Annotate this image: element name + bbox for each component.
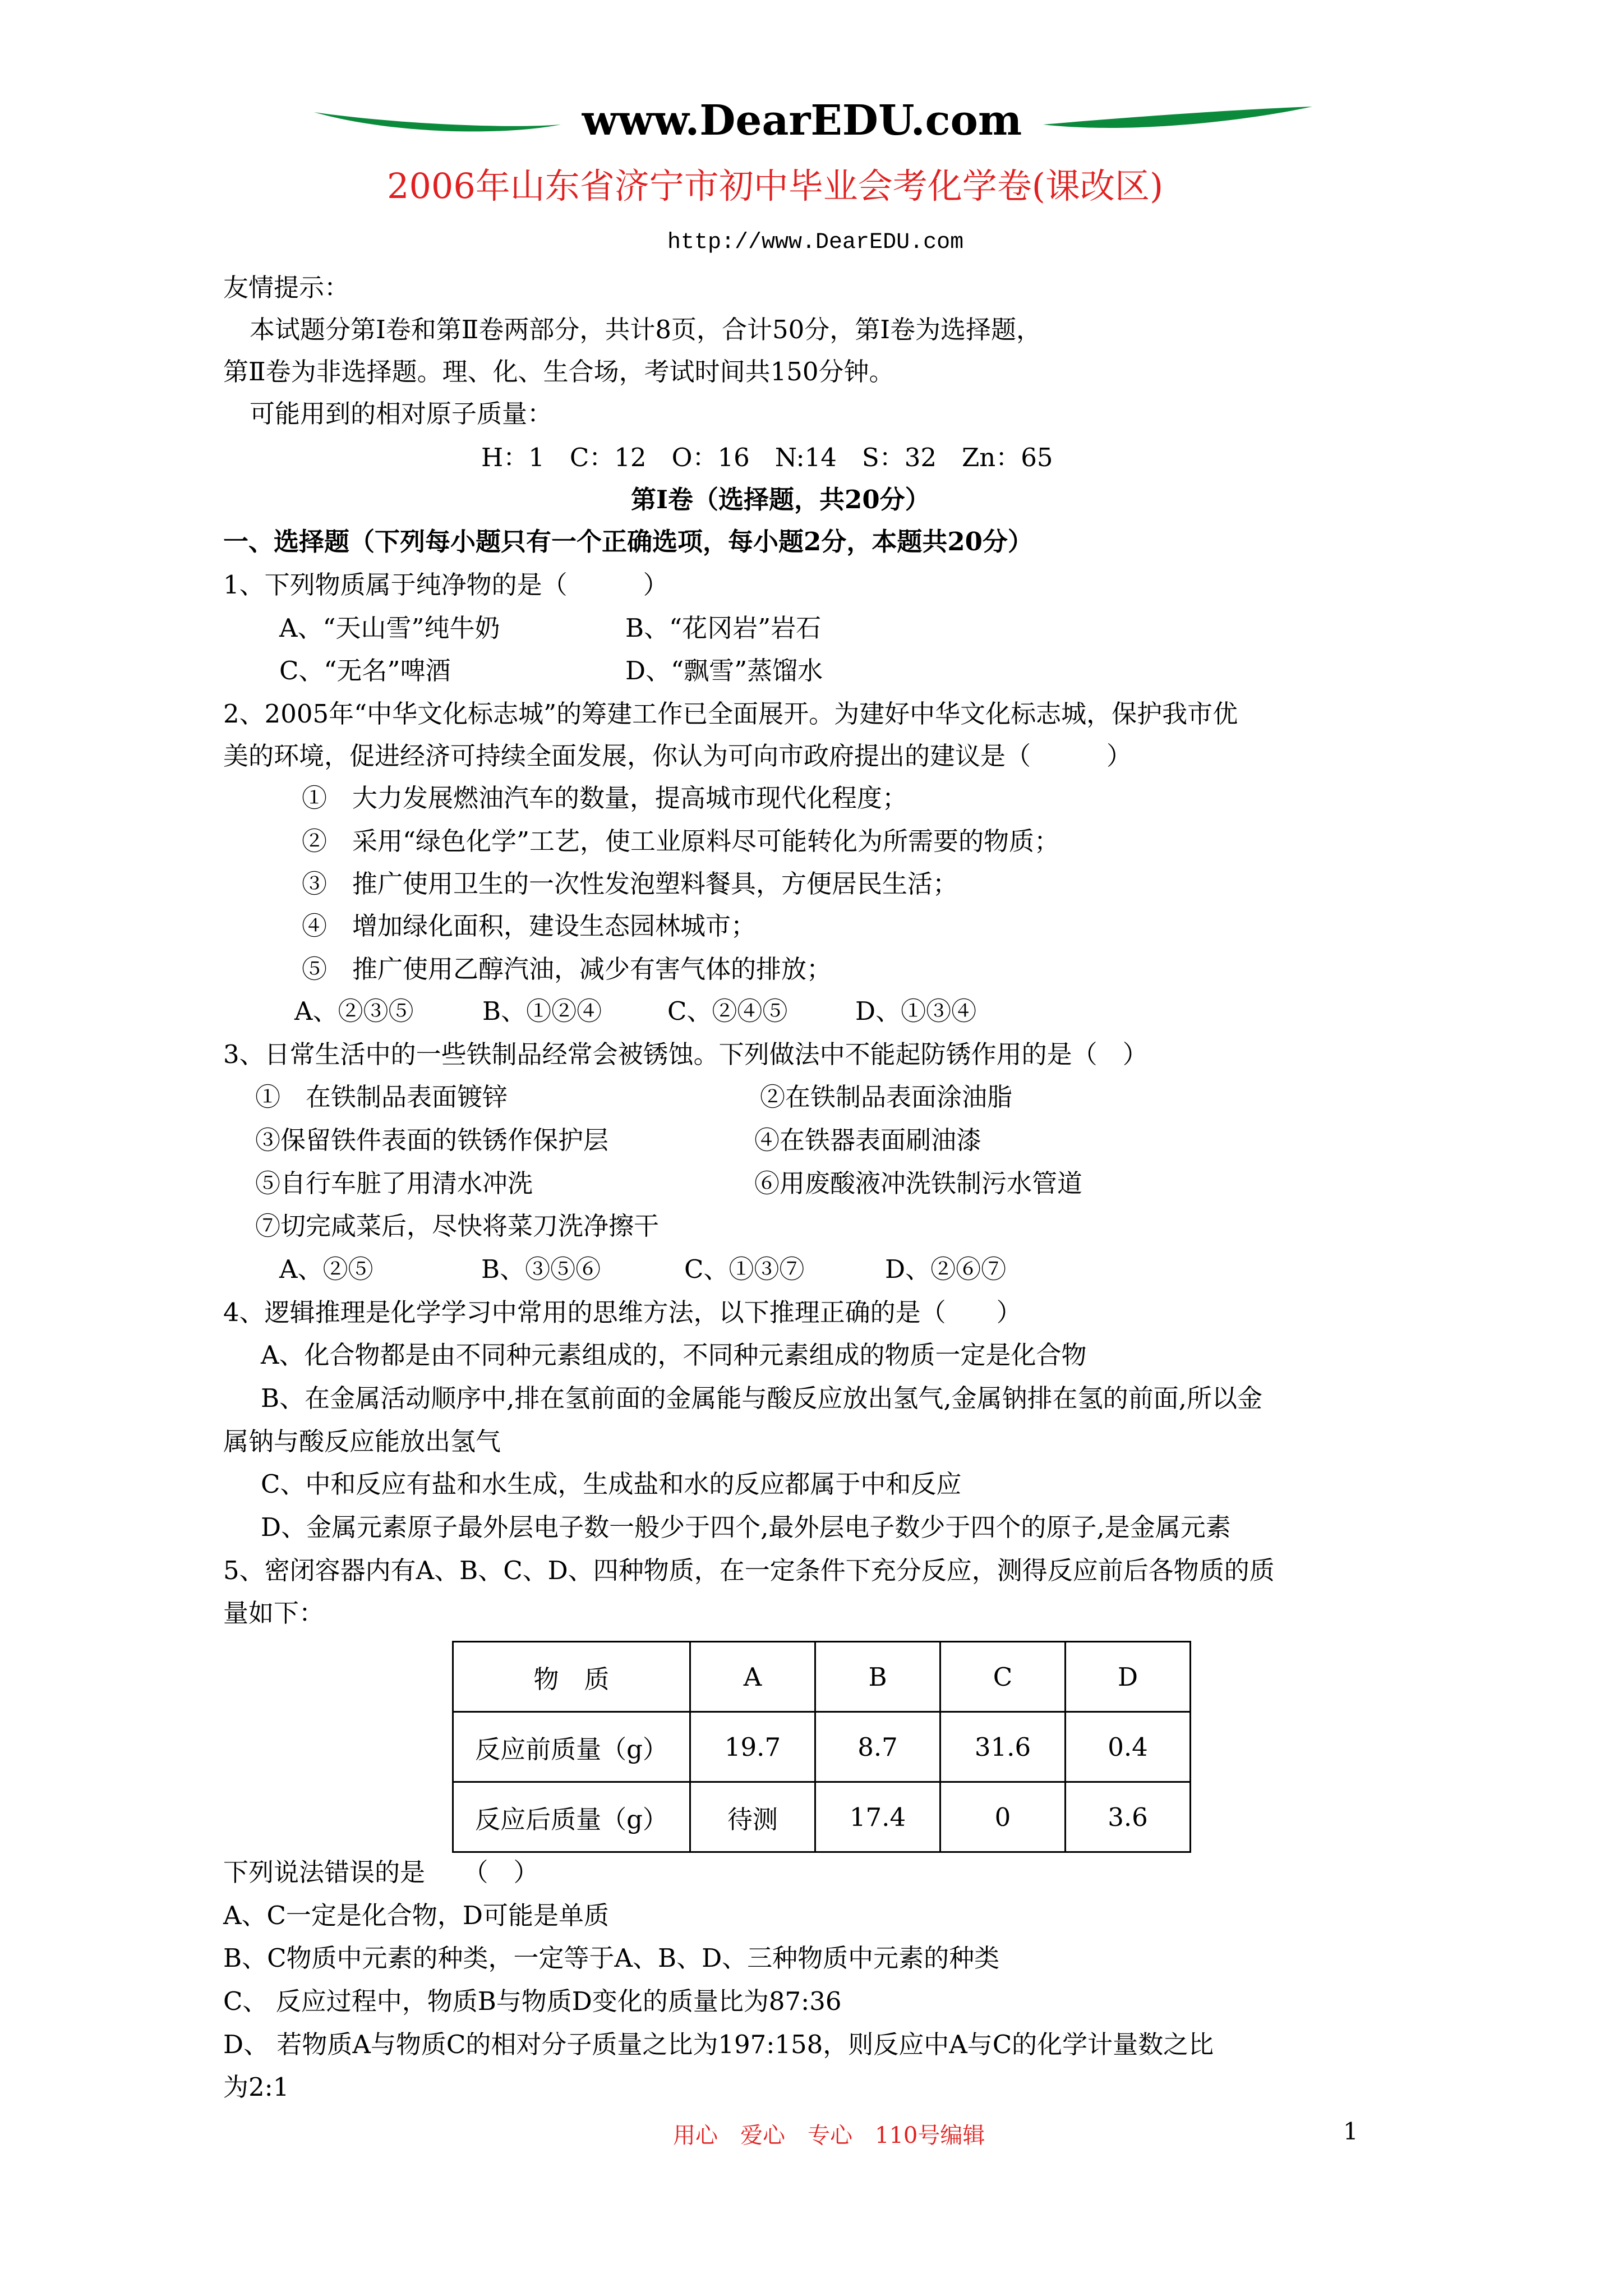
q1-option-b[interactable]: B、“花冈岩”岩石 bbox=[625, 613, 822, 643]
q3-item-1: ① 在铁制品表面镀锌 bbox=[255, 1082, 508, 1112]
q4-option-b-line-2[interactable]: 属钠与酸反应能放出氢气 bbox=[223, 1427, 501, 1456]
q4-option-c[interactable]: C、中和反应有盐和水生成，生成盐和水的反应都属于中和反应 bbox=[261, 1469, 962, 1499]
q2-item-1: ① 大力发展燃油汽车的数量，提高城市现代化程度； bbox=[302, 783, 908, 813]
q3-item-6: ⑥用废酸液冲洗铁制污水管道 bbox=[754, 1168, 1083, 1198]
mass-table-cell: 31.6 bbox=[940, 1712, 1066, 1782]
atomic-masses: H：1 C：12 O：16 N:14 S：32 Zn：65 bbox=[481, 443, 1053, 472]
mass-table-cell: 反应后质量（g） bbox=[453, 1782, 690, 1852]
q3-option-a[interactable]: A、②⑤ bbox=[279, 1254, 374, 1284]
intro-line-2: 第Ⅱ卷为非选择题。理、化、生合场，考试时间共150分钟。 bbox=[223, 357, 895, 386]
mass-table-header-cell: B bbox=[815, 1642, 940, 1712]
mass-table-header-cell: C bbox=[940, 1642, 1066, 1712]
q5-option-c[interactable]: C、 反应过程中，物质B与物质D变化的质量比为87:36 bbox=[223, 1986, 842, 2016]
mass-table-row bbox=[453, 1782, 1191, 1852]
q3-item-3: ③保留铁件表面的铁锈作保护层 bbox=[255, 1125, 609, 1155]
q2-option-c[interactable]: C、②④⑤ bbox=[667, 996, 788, 1026]
q1-stem: 1、下列物质属于纯净物的是（ ） bbox=[223, 570, 668, 600]
mass-table-header-cell: D bbox=[1066, 1642, 1191, 1712]
q3-item-2: ②在铁制品表面涂油脂 bbox=[760, 1082, 1013, 1112]
q3-option-c[interactable]: C、①③⑦ bbox=[684, 1254, 805, 1284]
mass-table-cell: 反应前质量（g） bbox=[453, 1712, 690, 1782]
mass-table-row bbox=[453, 1712, 1191, 1782]
q2-item-4: ④ 增加绿化面积，建设生态园林城市； bbox=[302, 911, 757, 941]
q5-stem-line-2: 量如下： bbox=[223, 1598, 325, 1628]
q5-stem-line-1: 5、密闭容器内有A、B、C、D、四种物质，在一定条件下充分反应，测得反应前后各物质的质 bbox=[223, 1556, 1275, 1585]
page-number: 1 bbox=[1343, 2118, 1358, 2145]
mass-table-header-cell: 物 质 bbox=[453, 1642, 690, 1712]
q4-stem: 4、逻辑推理是化学学习中常用的思维方法，以下推理正确的是（ ） bbox=[223, 1297, 1022, 1327]
q2-stem-line-1: 2、2005年“中华文化标志城”的筹建工作已全面展开。为建好中华文化标志城，保护我市优 bbox=[223, 699, 1238, 729]
q1-option-c[interactable]: C、“无名”啤酒 bbox=[279, 656, 451, 685]
mass-table-cell: 待测 bbox=[690, 1782, 815, 1852]
intro-line-1: 本试题分第Ⅰ卷和第Ⅱ卷两部分，共计8页，合计50分，第Ⅰ卷为选择题， bbox=[250, 315, 1042, 344]
q3-item-5: ⑤自行车脏了用清水冲洗 bbox=[255, 1168, 533, 1198]
q4-option-d[interactable]: D、金属元素原子最外层电子数一般少于四个,最外层电子数少于四个的原子,是金属元素 bbox=[261, 1512, 1231, 1542]
source-url[interactable]: http://www.DearEDU.com bbox=[667, 230, 964, 255]
q2-stem-line-2: 美的环境，促进经济可持续全面发展，你认为可向市政府提出的建议是（ ） bbox=[223, 741, 1132, 771]
q5-option-a[interactable]: A、C一定是化合物，D可能是单质 bbox=[223, 1901, 610, 1930]
tip-label: 友情提示： bbox=[223, 273, 350, 302]
site-banner bbox=[0, 84, 1623, 163]
banner-left-swoosh bbox=[314, 112, 561, 131]
q2-item-2: ② 采用“绿色化学”工艺，使工业原料尽可能转化为所需要的物质； bbox=[302, 826, 1060, 856]
q2-option-d[interactable]: D、①③④ bbox=[855, 996, 977, 1026]
mass-table-header-row bbox=[453, 1642, 1191, 1712]
q3-option-d[interactable]: D、②⑥⑦ bbox=[885, 1254, 1007, 1284]
q5-option-d-line-1[interactable]: D、 若物质A与物质C的相对分子质量之比为197:158，则反应中A与C的化学计量数之比 bbox=[223, 2030, 1214, 2059]
footer-text: 用心 爱心 专心 110号编辑 bbox=[673, 2123, 985, 2148]
q4-option-b-line-1[interactable]: B、在金属活动顺序中,排在氢前面的金属能与酸反应放出氢气,金属钠排在氢的前面,所以金 bbox=[261, 1383, 1262, 1413]
q5-option-d-line-2[interactable]: 为2:1 bbox=[223, 2072, 289, 2102]
section-heading: 第Ⅰ卷（选择题，共20分） bbox=[631, 485, 930, 514]
q2-item-5: ⑤ 推广使用乙醇汽油，减少有害气体的排放； bbox=[302, 954, 832, 984]
mass-table-cell: 17.4 bbox=[815, 1782, 940, 1852]
q2-item-3: ③ 推广使用卫生的一次性发泡塑料餐具，方便居民生活； bbox=[302, 869, 958, 899]
mass-table-cell: 3.6 bbox=[1066, 1782, 1191, 1852]
mass-table bbox=[452, 1641, 1191, 1853]
q1-option-a[interactable]: A、“天山雪”纯牛奶 bbox=[279, 613, 500, 643]
mass-table-cell: 8.7 bbox=[815, 1712, 940, 1782]
q3-option-b[interactable]: B、③⑤⑥ bbox=[481, 1254, 601, 1284]
banner-site-text: www.DearEDU.com bbox=[582, 96, 1022, 145]
mass-table-cell: 0 bbox=[940, 1782, 1066, 1852]
q3-stem: 3、日常生活中的一些铁制品经常会被锈蚀。下列做法中不能起防锈作用的是（ ） bbox=[223, 1039, 1148, 1069]
q5-option-b[interactable]: B、C物质中元素的种类，一定等于A、B、D、三种物质中元素的种类 bbox=[223, 1943, 1000, 1973]
section-subheading: 一、选择题（下列每小题只有一个正确选项，每小题2分，本题共20分） bbox=[223, 527, 1033, 556]
q3-item-7: ⑦切完咸菜后，尽快将菜刀洗净擦干 bbox=[255, 1211, 660, 1241]
q1-option-d[interactable]: D、“飘雪”蒸馏水 bbox=[625, 656, 823, 685]
q2-option-a[interactable]: A、②③⑤ bbox=[294, 996, 414, 1026]
q4-option-a[interactable]: A、化合物都是由不同种元素组成的，不同种元素组成的物质一定是化合物 bbox=[261, 1340, 1087, 1370]
mass-table-cell: 0.4 bbox=[1066, 1712, 1191, 1782]
mass-table-header-cell: A bbox=[690, 1642, 815, 1712]
q2-option-b[interactable]: B、①②④ bbox=[482, 996, 602, 1026]
intro-line-3: 可能用到的相对原子质量： bbox=[250, 399, 553, 429]
mass-table-cell: 19.7 bbox=[690, 1712, 815, 1782]
q5-ask: 下列说法错误的是 （ ） bbox=[223, 1857, 539, 1887]
q3-item-4: ④在铁器表面刷油漆 bbox=[754, 1125, 982, 1155]
exam-title: 2006年山东省济宁市初中毕业会考化学卷(课改区) bbox=[387, 165, 1164, 206]
banner-right-swoosh bbox=[1043, 107, 1312, 128]
